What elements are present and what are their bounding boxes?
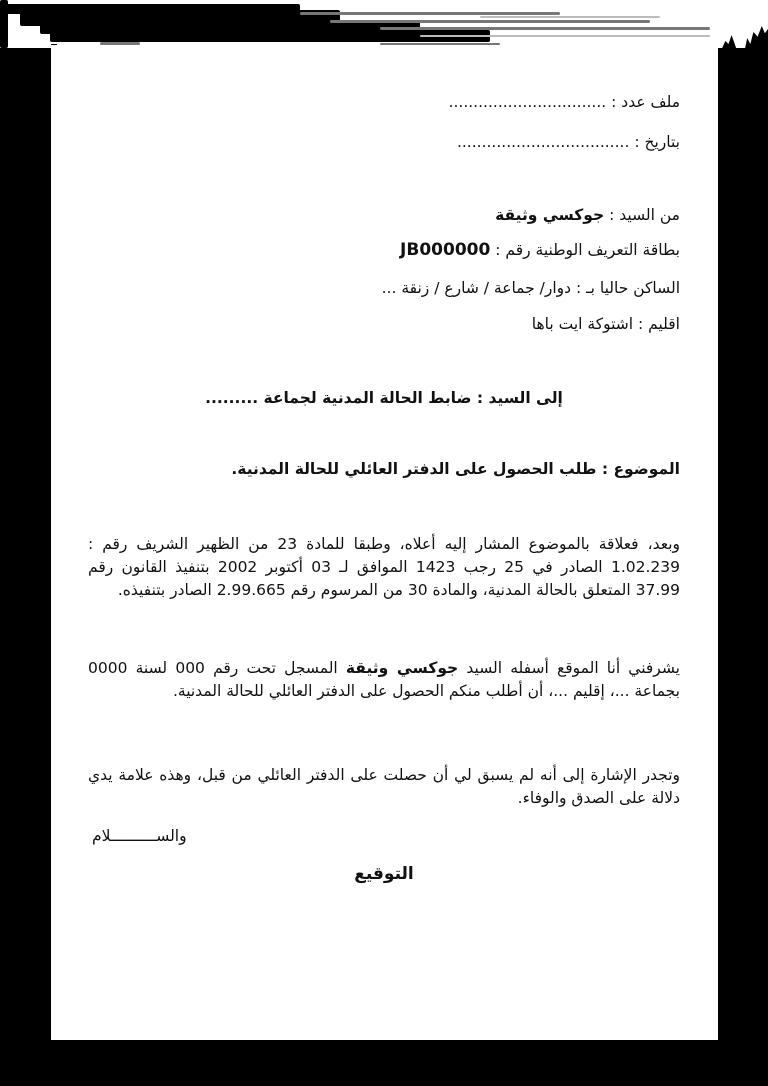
- from-line: [495, 205, 680, 225]
- salutation: والســــــــــلام: [92, 827, 187, 845]
- file-number-label: ملف عدد :: [611, 93, 680, 111]
- date-label: بتاريخ :: [634, 133, 680, 151]
- subject-line: [231, 459, 680, 479]
- address-line: الساكن حاليا بـ : دوار/ جماعة / شارع / زنقة ...: [381, 279, 680, 297]
- province-line: اقليم : اشتوكة ايت باها: [531, 315, 680, 333]
- subject-value: طلب الحصول على الدفتر العائلي للحالة المدنية.: [231, 460, 597, 478]
- body-paragraph-1: وبعد، فعلاقة بالموضوع المشار إليه أعلاه، وطبقا للمادة 23 من الظهير الشريف رقم : 1.02.239 الصادر في 25 رجب 1423 الموافق لـ 03 أكتوبر 2002 بتنفيذ القانون رقم 37.99 المتعلق بالحالة المدنية، والمادة 30 من المرسوم رقم 2.99.665 الصادر بتنفيذه.: [88, 535, 680, 599]
- subject-label: الموضوع :: [601, 460, 680, 478]
- recipient-value: ضابط الحالة المدنية لجماعة .........: [205, 389, 472, 407]
- from-label: من السيد :: [609, 206, 680, 224]
- id-number: JB000000: [400, 240, 491, 260]
- paragraph-2-rest: المسجل تحت رقم 000 لسنة 0000 بجماعة ...، إقليم ...، أن أطلب منكم الحصول على الدفتر العائلي للحالة المدنية.: [88, 659, 680, 700]
- paragraph-2-name: جوكسي وثيقة: [345, 659, 459, 677]
- body-paragraph-2: [88, 657, 680, 703]
- body-paragraph-3: وتجدر الإشارة إلى أنه لم يسبق لي أن حصلت على الدفتر العائلي من قبل، وهذه علامة يدي دلالة على الصدق والوفاء.: [88, 766, 680, 807]
- recipient-line: [0, 388, 768, 408]
- id-label: بطاقة التعريف الوطنية رقم :: [495, 241, 680, 259]
- id-line: [400, 240, 680, 260]
- file-number-value: ................................: [448, 93, 607, 111]
- sender-name: جوكسي وثيقة: [495, 206, 605, 224]
- signature-label: التوقيع: [354, 864, 414, 884]
- recipient-label: إلى السيد :: [476, 389, 563, 407]
- date-line: [457, 132, 680, 152]
- paragraph-2-intro: يشرفني أنا الموقع أسفله السيد: [466, 659, 681, 677]
- date-value: ...................................: [456, 133, 630, 151]
- file-number-line: [449, 92, 680, 112]
